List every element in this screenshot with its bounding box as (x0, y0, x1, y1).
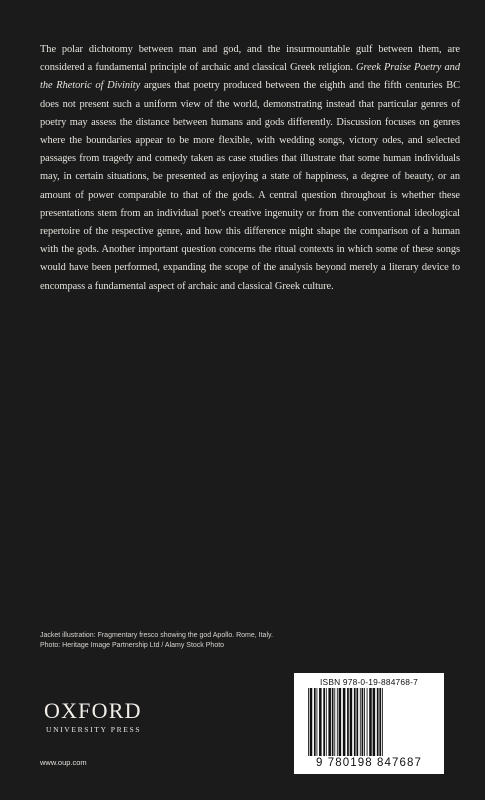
barcode-bar (334, 688, 335, 756)
barcode-bar (373, 688, 376, 756)
barcode-icon (306, 688, 434, 756)
barcode-bar (360, 688, 361, 756)
barcode-bar (310, 688, 313, 756)
publisher-website: www.oup.com (40, 758, 87, 767)
barcode-bar (369, 688, 372, 756)
barcode-bar (339, 688, 342, 756)
barcode-bar (379, 688, 381, 756)
barcode-bar (377, 688, 379, 756)
barcode-bar (332, 688, 334, 756)
barcode-panel (294, 673, 444, 774)
barcode-bar (367, 688, 368, 756)
barcode-digits: 9 780198 847687 (315, 757, 423, 769)
jacket-credit: Jacket illustration: Fragmentary fresco showing the god Apollo. Rome, Italy. Photo: Heritage Image Partnership Ltd / Alamy Stock Photo (40, 632, 273, 649)
isbn-label: ISBN 978-0-19-884768-7 (320, 677, 418, 687)
barcode-bar (362, 688, 364, 756)
barcode-bar (347, 688, 349, 756)
barcode-bar (364, 688, 365, 756)
blurb-text-intro: The polar dichotomy between man and god, and the insurmountable gulf between them, are considered a fundamental principle of archaic and classical Greek religion. (40, 44, 460, 74)
barcode-bar (343, 688, 346, 756)
blurb-text-body: argues that poetry produced between the eighth and the fifth centuries BC does not present such a uniform view of the world, demonstrating instead that particular genres of poetry may assess the distance between humans and gods differently. Discussion focuses on genres where the boundaries appear to be more flexible, with wedding songs, victory odes, and selected passages from tragedy and comedy taken as case studies that illustrate that some human individuals may, in certain situations, be presented as enjoying a state of happiness, a degree of beauty, or an amount of power comparable to that of the gods. A central question throughout is whether these presentations stem from an individual poet's creative ingenuity or from the conventional ideological repertoire of the respective genre, and how this difference might shape the comparison of a human with the gods. Another important question concerns the ritual contexts in which some of these songs would have been performed, expanding the scope of the analysis beyond merely a literary device to encompass a fundamental aspect of archaic and classical Greek culture. (40, 80, 460, 292)
blurb-paragraph (40, 41, 460, 296)
barcode-bar (350, 688, 353, 756)
publisher-logo-subtitle: UNIVERSITY PRESS (46, 725, 142, 734)
barcode-bar (314, 688, 316, 756)
barcode-bar (326, 688, 327, 756)
blurb-book-title: Greek Praise Poetry and the Rhetoric of Divinity (40, 62, 460, 92)
barcode-bar (356, 688, 358, 756)
barcode-bar (337, 688, 338, 756)
publisher-logo-oxford: OXFORD (44, 698, 142, 723)
barcode-bar (354, 688, 356, 756)
barcode-bar (328, 688, 331, 756)
barcode-bar (323, 688, 325, 756)
barcode-bar (382, 688, 383, 756)
barcode-bar (319, 688, 322, 756)
barcode-bar (308, 688, 309, 756)
barcode-bar (317, 688, 318, 756)
